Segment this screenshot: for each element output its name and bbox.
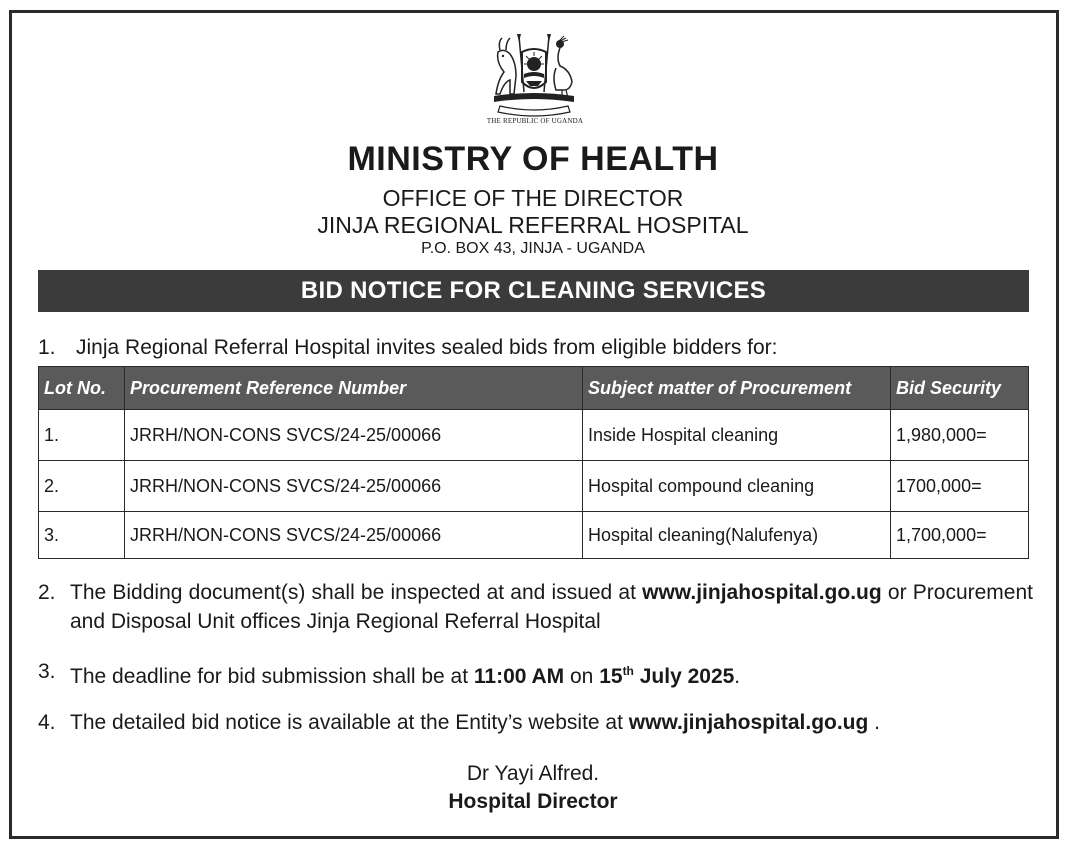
website-link[interactable]: www.jinjahospital.go.ug (642, 581, 882, 604)
cell-reference: JRRH/NON-CONS SVCS/24-25/00066 (125, 410, 583, 461)
deadline-month-year: July 2025 (633, 665, 735, 688)
table-row (39, 461, 1029, 512)
deadline-paragraph (38, 657, 1033, 691)
header-subject-matter: Subject matter of Procurement (583, 367, 891, 410)
deadline-day: 15 (599, 665, 623, 688)
cell-bid-security: 1,700,000= (891, 512, 1029, 559)
cell-reference: JRRH/NON-CONS SVCS/24-25/00066 (125, 461, 583, 512)
website-link[interactable]: www.jinjahospital.go.ug (628, 711, 869, 734)
lots-table (38, 366, 1029, 559)
cell-lot-no: 1. (39, 410, 125, 461)
notice-title-banner: BID NOTICE FOR CLEANING SERVICES (38, 270, 1029, 312)
address-line: P.O. BOX 43, JINJA - UGANDA (421, 240, 645, 257)
cell-lot-no: 3. (39, 512, 125, 559)
crest-caption: THE REPUBLIC OF UGANDA (486, 117, 584, 125)
cell-reference: JRRH/NON-CONS SVCS/24-25/00066 (125, 512, 583, 559)
intro-paragraph (38, 333, 1038, 362)
header-lot-no: Lot No. (39, 367, 125, 410)
item-number: 1. (38, 336, 56, 359)
hospital-heading: JINJA REGIONAL REFERRAL HOSPITAL (317, 212, 749, 238)
text-segment: The Bidding document(s) shall be inspected at and issued at (70, 581, 643, 604)
item-number: 3. (38, 660, 56, 683)
cell-subject: Hospital cleaning(Nalufenya) (583, 512, 891, 559)
header-procurement-reference: Procurement Reference Number (125, 367, 583, 410)
coat-of-arms-emblem (486, 32, 582, 120)
cell-subject: Inside Hospital cleaning (583, 410, 891, 461)
bidding-documents-text (70, 578, 1033, 636)
deadline-text (70, 657, 1033, 691)
cell-bid-security: 1,980,000= (891, 410, 1029, 461)
table-row (39, 512, 1029, 559)
header-bid-security: Bid Security (891, 367, 1029, 410)
text-segment: or Procurement and Disposal Unit offices Jinja Regional Referral Hospital (70, 581, 1033, 633)
website-paragraph (38, 708, 1033, 737)
deadline-date (599, 665, 734, 688)
ministry-heading: MINISTRY OF HEALTH (347, 140, 719, 178)
text-segment: The deadline for bid submission shall be at (70, 665, 474, 688)
text-segment: . (734, 665, 741, 688)
intro-text: Jinja Regional Referral Hospital invites sealed bids from eligible bidders for: (76, 336, 778, 359)
item-number: 2. (38, 581, 56, 604)
office-heading: OFFICE OF THE DIRECTOR (382, 185, 684, 211)
table-row (39, 410, 1029, 461)
cell-subject: Hospital compound cleaning (583, 461, 891, 512)
item-number: 4. (38, 711, 56, 734)
deadline-time: 11:00 AM (473, 665, 565, 688)
text-segment: The detailed bid notice is available at the Entity’s website at (70, 711, 629, 734)
cell-bid-security: 1700,000= (891, 461, 1029, 512)
bidding-documents-paragraph (38, 578, 1033, 636)
website-text (70, 708, 1033, 737)
signatory-name: Dr Yayi Alfred. (466, 762, 600, 785)
day-suffix: th (622, 664, 634, 678)
signatory-title: Hospital Director (448, 790, 618, 813)
cell-lot-no: 2. (39, 461, 125, 512)
text-segment: on (564, 665, 600, 688)
table-header-row (39, 367, 1029, 410)
text-segment: . (868, 711, 881, 734)
